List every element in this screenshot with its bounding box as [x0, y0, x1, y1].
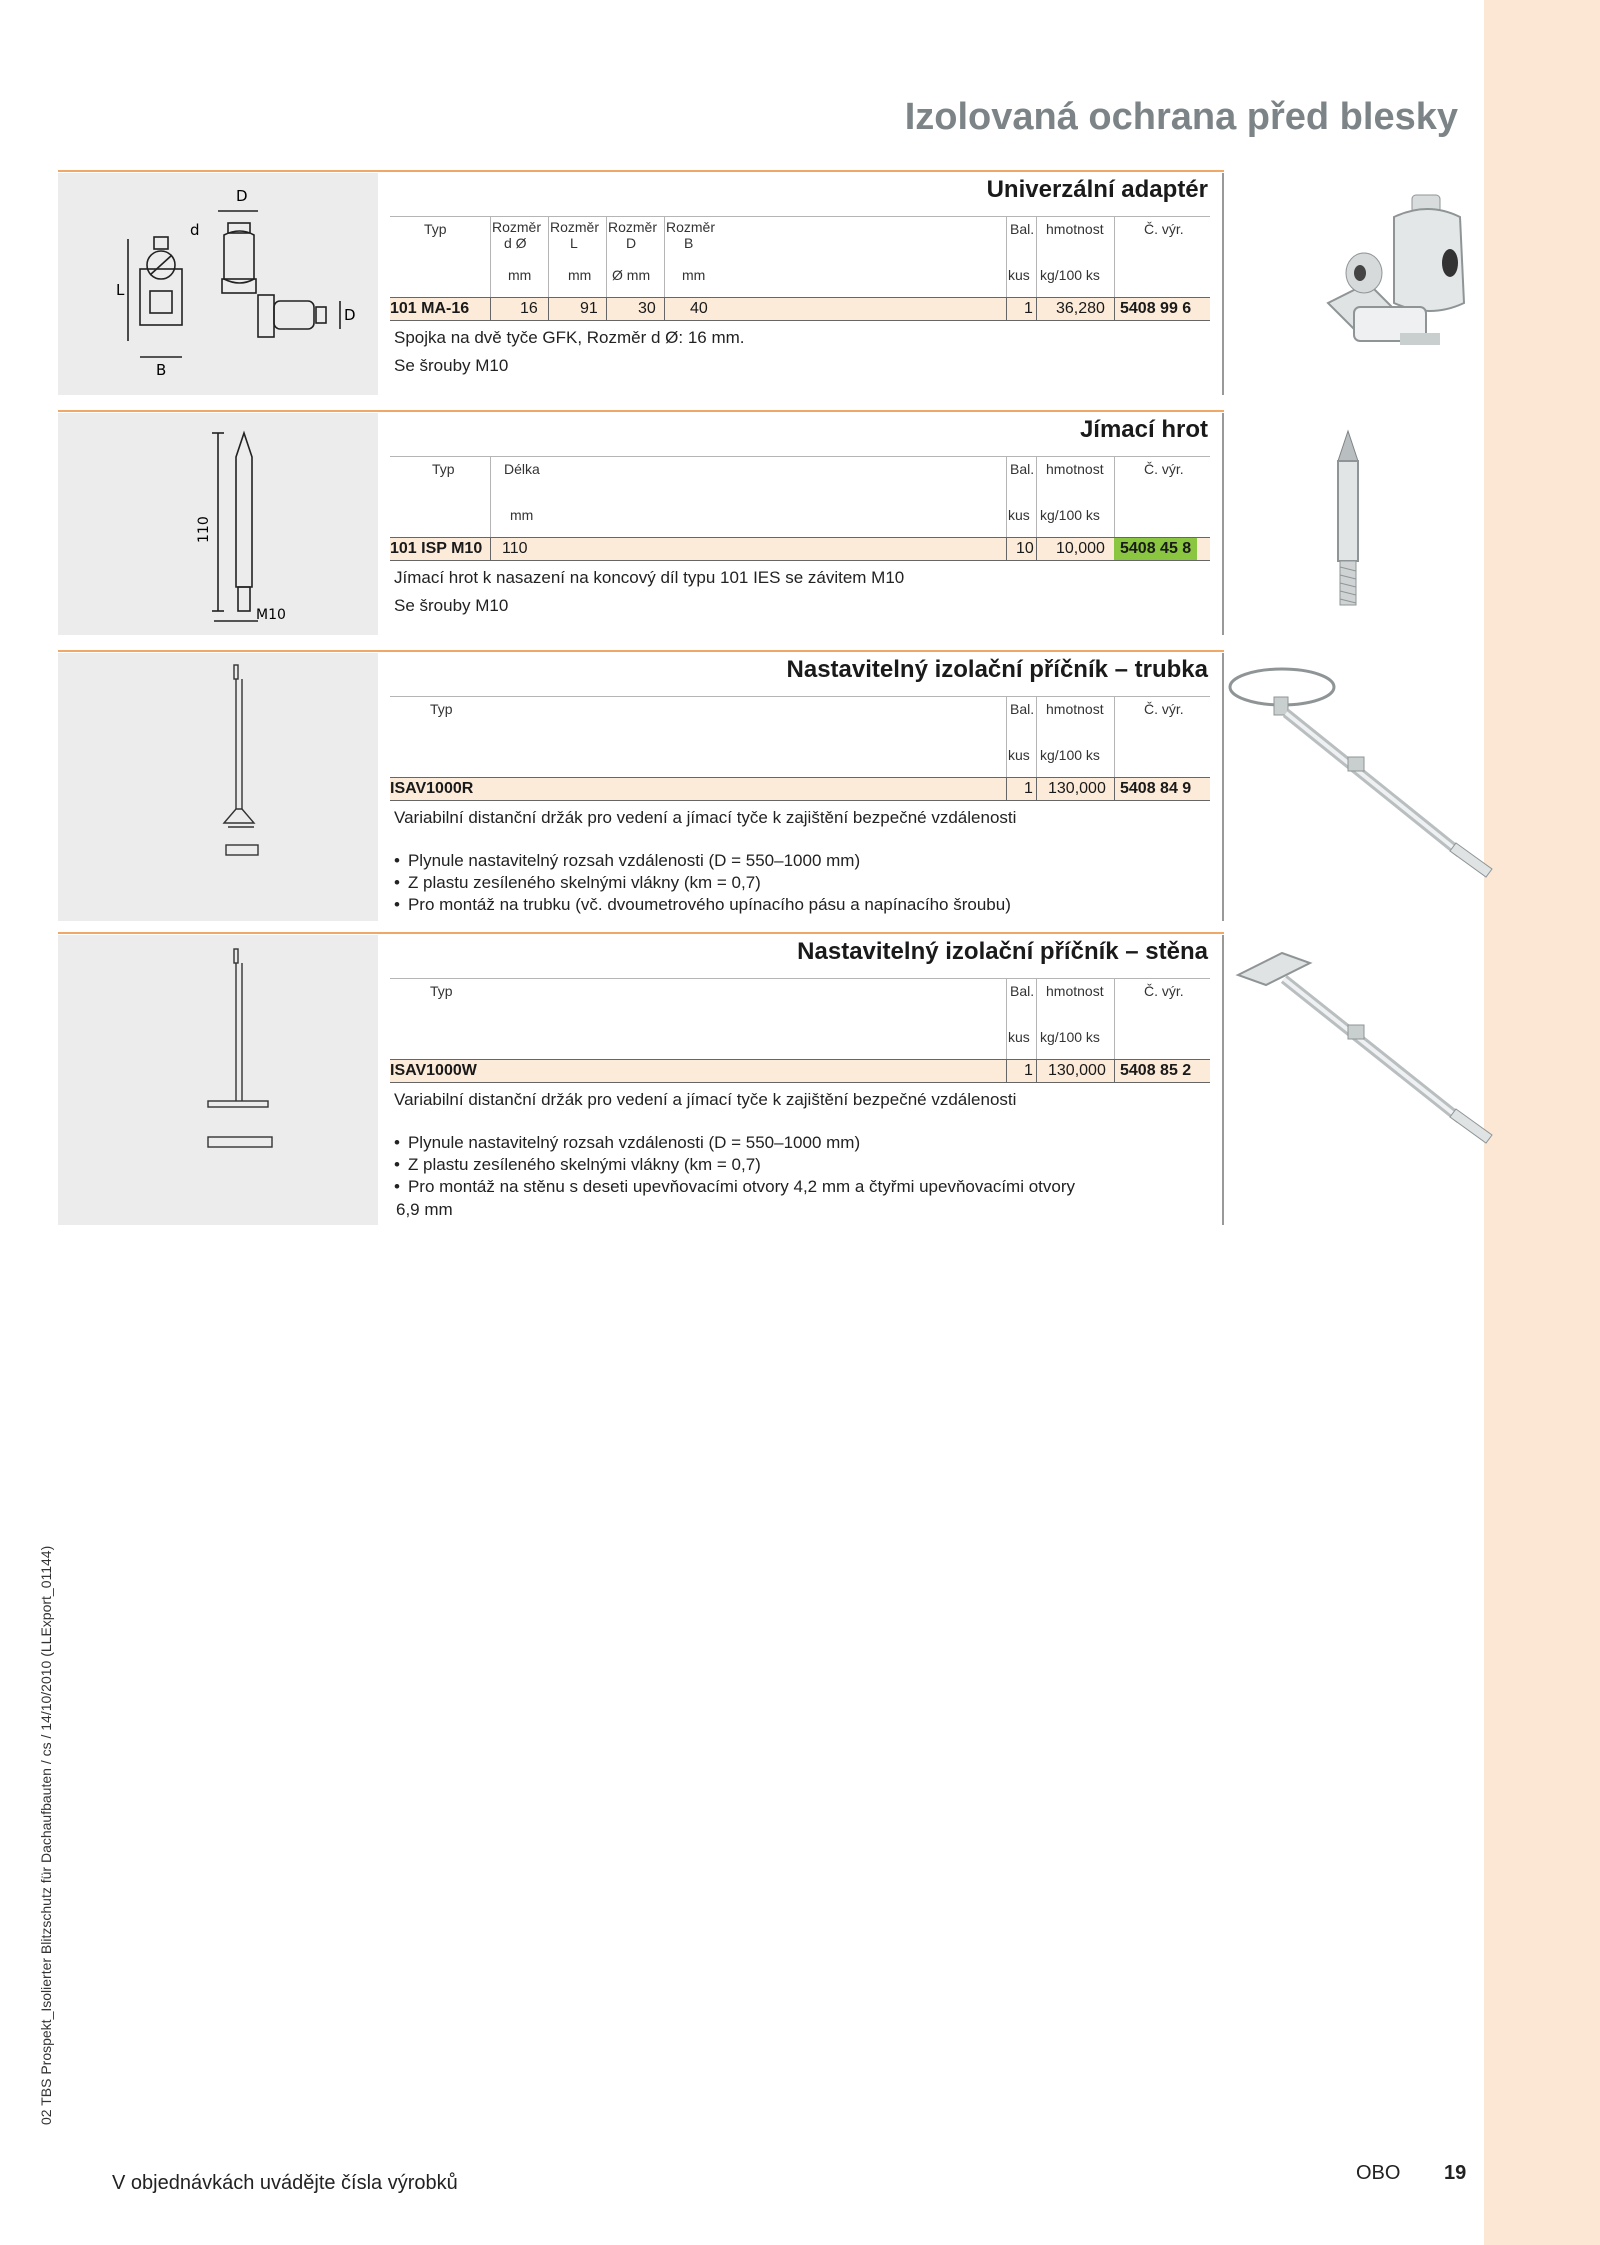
feature-list [394, 1132, 1075, 1198]
section-title: Univerzální adaptér [986, 176, 1208, 203]
cell-type: ISAV1000R [390, 780, 474, 797]
col-header-typ: Typ [424, 221, 447, 237]
unit-label: kus [1008, 1029, 1030, 1045]
unit-label: kg/100 ks [1040, 267, 1100, 283]
footer-note: V objednávkách uvádějte čísla výrobků [112, 2172, 458, 2194]
description-line: Se šrouby M10 [394, 596, 509, 615]
cell-pack: 1 [1024, 780, 1033, 797]
unit-label: kus [1008, 747, 1030, 763]
cell-value: 16 [520, 300, 538, 317]
feature-item: • Pro montáž na trubku (vč. dvoumetrového upínacího pásu a napínacího šroubu) [394, 894, 1011, 916]
description-line: Variabilní distanční držák pro vedení a jímací tyče k zajištění bezpečné vzdálenosti [394, 1090, 1017, 1109]
table-header [390, 696, 1210, 777]
col-header-article: Č. výr. [1144, 461, 1184, 477]
product-section-spacer-pipe [58, 650, 1224, 922]
description-line: Variabilní distanční držák pro vedení a jímací tyče k zajištění bezpečné vzdálenosti [394, 808, 1017, 827]
table-header [390, 216, 1210, 297]
col-header-typ: Typ [430, 983, 453, 999]
col-header-typ: Typ [430, 701, 453, 717]
dimension-label: B [156, 361, 167, 379]
table-header [390, 978, 1210, 1059]
cell-value: 91 [580, 300, 598, 317]
col-header-weight: hmotnost [1046, 221, 1104, 237]
product-table [390, 456, 1210, 561]
product-row[interactable] [390, 1059, 1210, 1083]
section-divider [58, 650, 1224, 652]
col-header-sub: B [684, 235, 694, 251]
product-table [390, 978, 1210, 1083]
dimension-label: D [344, 306, 356, 324]
cell-pack: 1 [1024, 300, 1033, 317]
col-header-typ: Typ [432, 461, 455, 477]
description-line: Jímací hrot k nasazení na koncový díl typu 101 IES se závitem M10 [394, 568, 905, 587]
feature-item: • Plynule nastavitelný rozsah vzdálenosti (D = 550–1000 mm) [394, 1132, 1075, 1154]
unit-label: mm [508, 267, 532, 283]
dimension-label: 110 [196, 516, 212, 543]
section-title: Jímací hrot [1079, 416, 1208, 443]
product-table [390, 216, 1210, 321]
col-header: Rozměr [550, 219, 600, 235]
unit-label: kus [1008, 267, 1030, 283]
col-header-sub: D [626, 235, 637, 251]
cell-type: 101 ISP M10 [390, 540, 483, 557]
cell-article-number: 5408 85 2 [1120, 1062, 1192, 1079]
technical-drawing-air-terminal [58, 413, 378, 635]
cell-article-number-highlighted: 5408 45 8 [1114, 538, 1197, 560]
page-number: 19 [1444, 2162, 1467, 2184]
dimension-label: M10 [256, 607, 286, 623]
unit-label: mm [568, 267, 592, 283]
cell-article-number: 5408 99 6 [1120, 300, 1192, 317]
section-title: Nastavitelný izolační příčník – stěna [797, 938, 1208, 965]
feature-item: • Pro montáž na stěnu s deseti upevňovacími otvory 4,2 mm a čtyřmi upevňovacími otvory [394, 1176, 1075, 1198]
brand-name: OBO [1356, 2162, 1401, 2184]
description-line: Spojka na dvě tyče GFK, Rozměr d Ø: 16 mm. [394, 328, 745, 347]
col-header-sub: L [570, 235, 578, 251]
section-divider [58, 170, 1224, 172]
product-section-air-terminal [58, 410, 1224, 638]
document-reference: 02 TBS Prospekt_Isolierter Blitzschutz für Dachaufbauten / cs / 14/10/2010 (LLExport_01144) [38, 1545, 54, 2125]
unit-label: kg/100 ks [1040, 507, 1100, 523]
feature-item-continuation: 6,9 mm [396, 1200, 453, 1219]
cell-weight: 130,000 [1048, 1062, 1106, 1079]
product-row[interactable] [390, 777, 1210, 801]
dimension-label: L [116, 281, 125, 299]
product-photo-spacer-pipe [1224, 653, 1506, 926]
product-photo-spacer-wall [1224, 935, 1506, 1230]
col-header: Rozměr [666, 219, 716, 235]
product-row[interactable] [390, 297, 1210, 321]
section-divider [58, 410, 1224, 412]
description-line: Se šrouby M10 [394, 356, 509, 375]
col-header: Délka [504, 461, 540, 477]
unit-label: kg/100 ks [1040, 747, 1100, 763]
col-header-article: Č. výr. [1144, 983, 1184, 999]
col-header: Rozměr [492, 219, 542, 235]
unit-label: kus [1008, 507, 1030, 523]
unit-label: mm [682, 267, 706, 283]
cell-weight: 36,280 [1056, 300, 1105, 317]
technical-drawing-adapter [58, 173, 378, 395]
technical-drawing-spacer-pipe [58, 653, 378, 921]
cell-type: 101 MA-16 [390, 300, 470, 317]
dimension-label: d [190, 221, 200, 239]
cell-weight: 10,000 [1056, 540, 1105, 557]
dimension-label: D [236, 187, 248, 205]
feature-item: • Z plastu zesíleného skelnými vlákny (km = 0,7) [394, 872, 1011, 894]
product-row[interactable] [390, 537, 1210, 561]
col-header-weight: hmotnost [1046, 701, 1104, 717]
cell-value: 40 [690, 300, 708, 317]
table-header [390, 456, 1210, 537]
cell-pack: 10 [1016, 540, 1034, 557]
feature-list [394, 850, 1011, 916]
cell-pack: 1 [1024, 1062, 1033, 1079]
col-header-article: Č. výr. [1144, 221, 1184, 237]
unit-label: Ø mm [612, 267, 651, 283]
page-title: Izolovaná ochrana před blesky [904, 96, 1458, 138]
section-divider [58, 932, 1224, 934]
col-header-weight: hmotnost [1046, 983, 1104, 999]
col-header-bal: Bal. [1010, 983, 1035, 999]
cell-weight: 130,000 [1048, 780, 1106, 797]
col-header-bal: Bal. [1010, 221, 1035, 237]
cell-article-number: 5408 84 9 [1120, 780, 1192, 797]
product-section-spacer-wall [58, 932, 1224, 1224]
col-header-sub: d Ø [504, 235, 527, 251]
section-title: Nastavitelný izolační příčník – trubka [786, 656, 1208, 683]
col-header: Rozměr [608, 219, 658, 235]
feature-item: • Z plastu zesíleného skelnými vlákny (km = 0,7) [394, 1154, 1075, 1176]
col-header-bal: Bal. [1010, 701, 1035, 717]
feature-item: • Plynule nastavitelný rozsah vzdálenosti (D = 550–1000 mm) [394, 850, 1011, 872]
product-photo-adapter [1224, 173, 1506, 400]
product-photo-air-terminal [1224, 413, 1506, 640]
cell-value: 30 [638, 300, 656, 317]
cell-type: ISAV1000W [390, 1062, 477, 1079]
product-section-universal-adapter [58, 170, 1224, 398]
technical-drawing-spacer-wall [58, 935, 378, 1225]
col-header-bal: Bal. [1010, 461, 1035, 477]
cell-value: 110 [502, 540, 528, 557]
col-header-article: Č. výr. [1144, 701, 1184, 717]
product-table [390, 696, 1210, 801]
unit-label: kg/100 ks [1040, 1029, 1100, 1045]
unit-label: mm [510, 507, 534, 523]
col-header-weight: hmotnost [1046, 461, 1104, 477]
